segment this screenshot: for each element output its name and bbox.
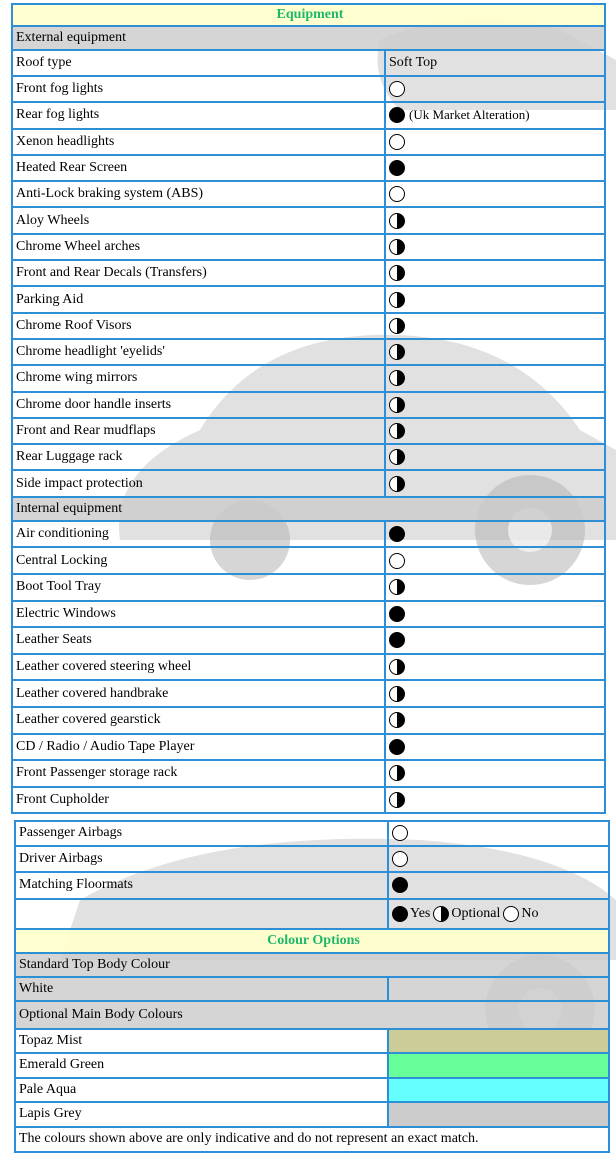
half-circle-icon [433,906,449,922]
equipment-row [11,471,606,497]
filled-circle-icon [392,877,408,893]
equipment-row [11,261,606,287]
equipment-title [11,5,606,25]
colour-name-text: White [19,980,54,996]
equipment-row [11,735,606,762]
item-label-text: Chrome Roof Visors [16,317,132,333]
section-heading [11,27,606,49]
half-circle-icon [389,686,405,702]
empty-circle-icon [389,186,405,202]
empty-circle-icon [389,134,405,150]
empty-circle-icon [392,851,408,867]
item-label [11,182,384,206]
item-label-text: Leather covered steering wheel [16,659,192,675]
legend-optional-label: Optional [451,905,501,921]
equipment-row [11,103,606,129]
equipment-row [11,548,606,575]
half-circle-icon [389,292,405,308]
equipment-row [11,788,606,815]
half-circle-icon [389,423,405,439]
colour-name [14,1054,387,1077]
item-status [384,445,606,469]
item-label [11,445,384,469]
half-circle-icon [389,476,405,492]
filled-circle-icon [389,739,405,755]
equipment-row [11,708,606,735]
equipment-row [11,602,606,629]
item-status [384,548,606,573]
item-label [11,681,384,706]
item-label-text: Leather Seats [16,632,92,648]
disclaimer [14,1128,610,1151]
equipment-row [14,820,610,847]
half-circle-icon [389,792,405,808]
item-label [14,822,387,845]
equipment-row [14,847,610,874]
filled-circle-icon [389,526,405,542]
legend-row [14,900,610,930]
item-label [11,208,384,232]
empty-circle-icon [503,906,519,922]
item-status [384,575,606,600]
item-label-text: CD / Radio / Audio Tape Player [16,738,195,754]
equipment-row [11,366,606,392]
item-label-text: Aloy Wheels [16,212,90,228]
equipment-row [11,314,606,340]
colour-swatch [387,1054,610,1077]
item-label [11,156,384,180]
section-row [14,1002,610,1030]
section-heading-text: Internal equipment [16,500,123,516]
item-label [11,522,384,547]
half-circle-icon [389,449,405,465]
item-status [384,735,606,760]
section-heading [14,954,610,976]
item-label [11,314,384,338]
item-label-text: Heated Rear Screen [16,160,128,176]
half-circle-icon [389,370,405,386]
item-label-text: Passenger Airbags [19,825,123,841]
item-label-text: Chrome wing mirrors [16,370,138,386]
section-heading-text: External equipment [16,30,127,45]
item-label-text: Leather covered handbrake [16,685,169,701]
colour-swatch [387,1079,610,1102]
legend-yes-label: Yes [410,905,431,921]
half-circle-icon [389,397,405,413]
item-label [11,287,384,311]
colour-row [14,978,610,1002]
equipment-header-row [11,3,606,27]
item-status [387,873,610,898]
item-label [11,548,384,573]
item-status [384,261,606,285]
item-label [14,873,387,898]
item-label [11,655,384,680]
item-label [11,103,384,127]
colour-name [14,978,387,1000]
section-row [11,498,606,522]
item-status [384,77,606,101]
item-label-text: Chrome headlight 'eyelids' [16,344,165,360]
item-status [384,522,606,547]
half-circle-icon [389,579,405,595]
colour-options-table [14,820,610,1153]
half-circle-icon [389,712,405,728]
item-label [14,847,387,872]
equipment-table [11,3,606,814]
empty-circle-icon [392,825,408,841]
filled-circle-icon [389,632,405,648]
item-status [384,340,606,364]
item-label-text: Rear Luggage rack [16,449,123,465]
item-status [384,419,606,443]
disclaimer-text: The colours shown above are only indicative and do not represent an exact match. [19,1131,479,1146]
item-label [11,340,384,364]
half-circle-icon [389,344,405,360]
equipment-row [11,761,606,788]
roof-type-value [384,51,606,75]
item-label [11,130,384,154]
colour-name-text: Topaz Mist [19,1032,83,1048]
item-label-text: Chrome door handle inserts [16,396,172,412]
colour-swatch [387,978,610,1000]
filled-circle-icon [389,107,405,123]
section-heading-text: Standard Top Body Colour [19,956,170,972]
item-label-text: Matching Floormats [19,877,133,893]
colour-options-title-text: Colour Options [267,932,360,948]
equipment-row [11,235,606,261]
colour-row [14,1030,610,1055]
equipment-row [11,287,606,313]
legend [387,900,610,928]
section-heading-text: Optional Main Body Colours [19,1006,183,1022]
item-label-text: Electric Windows [16,605,116,621]
empty-circle-icon [389,81,405,97]
section-heading [14,1002,610,1028]
item-status [384,208,606,232]
item-status [384,761,606,786]
equipment-row [11,77,606,103]
item-label [11,471,384,495]
equipment-row [11,681,606,708]
equipment-row [14,873,610,900]
item-label [11,761,384,786]
colour-swatch [387,1030,610,1053]
item-status [384,471,606,495]
item-label [11,735,384,760]
half-circle-icon [389,318,405,334]
legend-spacer [14,900,387,928]
colour-name-text: Lapis Grey [19,1106,82,1122]
item-label-text: Side impact protection [16,475,143,491]
item-status [384,708,606,733]
half-circle-icon [389,265,405,281]
equipment-row [11,655,606,682]
disclaimer-row [14,1128,610,1153]
item-label [11,77,384,101]
colour-row [14,1054,610,1079]
roof-type-value-text: Soft Top [389,55,438,70]
legend-no-label: No [521,905,539,921]
equipment-row [11,522,606,549]
item-status [384,103,606,127]
colour-header-row [14,930,610,954]
equipment-row [11,208,606,234]
item-status [384,235,606,259]
item-label-text: Driver Airbags [19,850,103,866]
equipment-row [11,340,606,366]
item-label [11,393,384,417]
item-label [11,51,384,75]
equipment-row [11,156,606,182]
item-status [384,287,606,311]
item-label-text: Anti-Lock braking system (ABS) [16,186,204,202]
filled-circle-icon [392,906,408,922]
item-label [11,366,384,390]
item-status [384,655,606,680]
section-row [11,27,606,51]
half-circle-icon [389,239,405,255]
equipment-title-text: Equipment [276,7,344,22]
item-status [384,602,606,627]
item-label-text: Chrome Wheel arches [16,238,141,254]
half-circle-icon [389,765,405,781]
item-status [384,393,606,417]
equipment-row [11,419,606,445]
item-label [11,419,384,443]
half-circle-icon [389,213,405,229]
item-label [11,235,384,259]
colour-row [14,1103,610,1128]
colour-name [14,1103,387,1126]
item-label-text: Front fog lights [16,81,104,97]
colour-name [14,1030,387,1053]
item-label-text: Leather covered gearstick [16,712,161,728]
item-status [384,628,606,653]
item-label [11,602,384,627]
colour-name [14,1079,387,1102]
item-label-text: Front Passenger storage rack [16,765,178,781]
item-label-text: Xenon headlights [16,133,115,149]
colour-name-text: Emerald Green [19,1057,105,1073]
section-row [14,954,610,978]
item-label-text: Air conditioning [16,526,109,542]
equipment-row [11,628,606,655]
equipment-row [11,393,606,419]
equipment-row [11,182,606,208]
item-label-text: Rear fog lights [16,107,100,123]
colour-options-title [14,930,610,952]
item-label [11,575,384,600]
roof-type-row [11,51,606,77]
item-label [11,261,384,285]
section-heading [11,498,606,520]
item-note: (Uk Market Alteration) [409,107,530,123]
item-status [384,681,606,706]
equipment-row [11,445,606,471]
item-label [11,708,384,733]
colour-row [14,1079,610,1104]
filled-circle-icon [389,160,405,176]
item-label-text: Parking Aid [16,291,84,307]
item-status [384,366,606,390]
item-label-text: Front and Rear mudflaps [16,423,156,438]
item-status [384,156,606,180]
item-label-text: Front and Rear Decals (Transfers) [16,265,207,281]
equipment-row [11,575,606,602]
item-label-text: Roof type [16,55,72,70]
item-status [387,822,610,845]
colour-swatch [387,1103,610,1126]
item-label [11,788,384,813]
item-status [387,847,610,872]
item-status [384,788,606,813]
item-label [11,628,384,653]
item-status [384,182,606,206]
item-status [384,130,606,154]
item-label-text: Boot Tool Tray [16,579,102,595]
empty-circle-icon [389,553,405,569]
half-circle-icon [389,659,405,675]
colour-name-text: Pale Aqua [19,1081,77,1097]
filled-circle-icon [389,606,405,622]
item-status [384,314,606,338]
item-label-text: Central Locking [16,552,108,568]
equipment-row [11,130,606,156]
item-label-text: Front Cupholder [16,791,109,807]
